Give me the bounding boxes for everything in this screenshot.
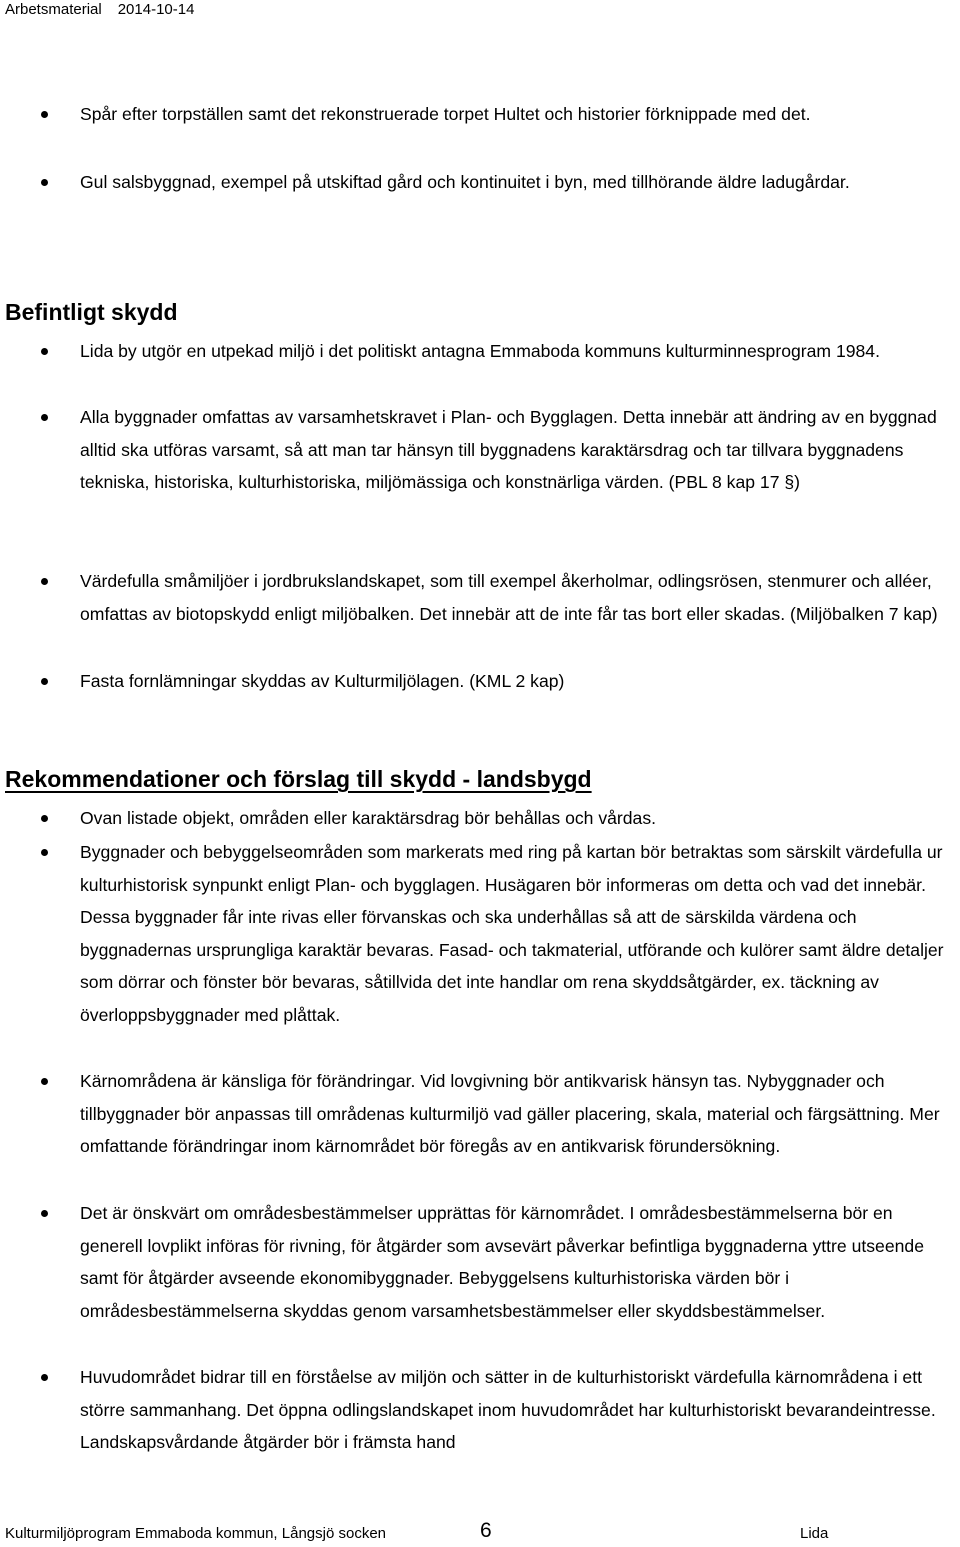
list-item: Gul salsbyggnad, exempel på utskiftad gård och kontinuitet i byn, med tillhörande äldre ladugårdar. [80, 166, 960, 199]
header-label: Arbetsmaterial [5, 1, 102, 18]
page-number: 6 [480, 1519, 492, 1542]
list-item: Alla byggnader omfattas av varsamhetskravet i Plan- och Bygglagen. Detta innebär att ändring av en byggnad alltid ska utföras varsamt, så att man tar hänsyn till byggnadens karaktärsdrag och tar tillvara byggnadens tekniska, historiska, kulturhistoriska, miljömässiga och konstnärliga värden. (PBL 8 kap 17 §) [80, 401, 960, 499]
list-item: Spår efter torpställen samt det rekonstruerade torpet Hultet och historier förknippade med det. [80, 98, 960, 131]
footer-title: Kulturmiljöprogram Emmaboda kommun, Långsjö socken [5, 1525, 387, 1542]
list-item: Byggnader och bebyggelseområden som markerats med ring på kartan bör betraktas som särskilt värdefulla ur kulturhistorisk synpunkt enligt Plan- och bygglagen. Husägaren bör informeras om detta och vad det innebär. Dessa byggnader får inte rivas eller förvanskas och ska underhållas så att de särskilda värdena och byggnadernas ursprungliga karaktär bevaras. Fasad- och takmaterial, utförande och kulörer samt äldre detaljer som dörrar och fönster bör bevaras, såtillvida det inte handlar om rena skyddsåtgärder, ex. täckning av överloppsbyggnader med plåttak. [80, 836, 960, 1031]
list-item: Ovan listade objekt, områden eller karaktärsdrag bör behållas och vårdas. [80, 802, 960, 835]
list-item: Huvudområdet bidrar till en förståelse av miljön och sätter in de kulturhistoriskt värdefulla kärnområdena i ett större sammanhang. Det öppna odlingslandskapet inom huvudområdet har kulturhistoriskt bevarandeintresse. Landskapsvårdande åtgärder bör i främsta hand [80, 1361, 960, 1459]
list-item: Det är önskvärt om områdesbestämmelser upprättas för kärnområdet. I områdesbestämmelserna bör en generell lovplikt införas för rivning, för åtgärder som avsevärt påverkar befintliga byggnaderna yttre utseende samt för åtgärder avseende ekonomibyggnader. Bebyggelsens kulturhistoriska värden bör i områdesbestämmelserna skyddas genom varsamhetsbestämmelser eller skyddsbestämmelser. [80, 1197, 960, 1327]
list-item: Värdefulla småmiljöer i jordbrukslandskapet, som till exempel åkerholmar, odlingsrösen, stenmurer och alléer, omfattas av biotopskydd enligt miljöbalken. Det innebär att de inte får tas bort eller skadas. (Miljöbalken 7 kap) [80, 565, 960, 630]
page-header [5, 0, 210, 20]
section-heading-befintligt: Befintligt skydd [5, 299, 178, 325]
section-heading-rekommendationer [5, 764, 592, 794]
list-item: Kärnområdena är känsliga för förändringar. Vid lovgivning bör antikvarisk hänsyn tas. Nybyggnader och tillbyggnader bör anpassas till områdenas kulturmiljö vad gäller placering, skala, material och färgsättning. Mer omfattande förändringar inom kärnområdet bör föregås av en antikvarisk förundersökning. [80, 1065, 960, 1163]
header-date: 2014-10-14 [117, 1, 195, 18]
list-item: Lida by utgör en utpekad miljö i det politiskt antagna Emmaboda kommuns kulturminnesprogram 1984. [80, 335, 960, 368]
list-item: Fasta fornlämningar skyddas av Kulturmiljölagen. (KML 2 kap) [80, 665, 960, 698]
section-heading-text: Rekommendationer och förslag till skydd - landsbygd [5, 766, 592, 792]
page-footer [5, 1519, 955, 1545]
footer-place: Lida [800, 1525, 829, 1542]
